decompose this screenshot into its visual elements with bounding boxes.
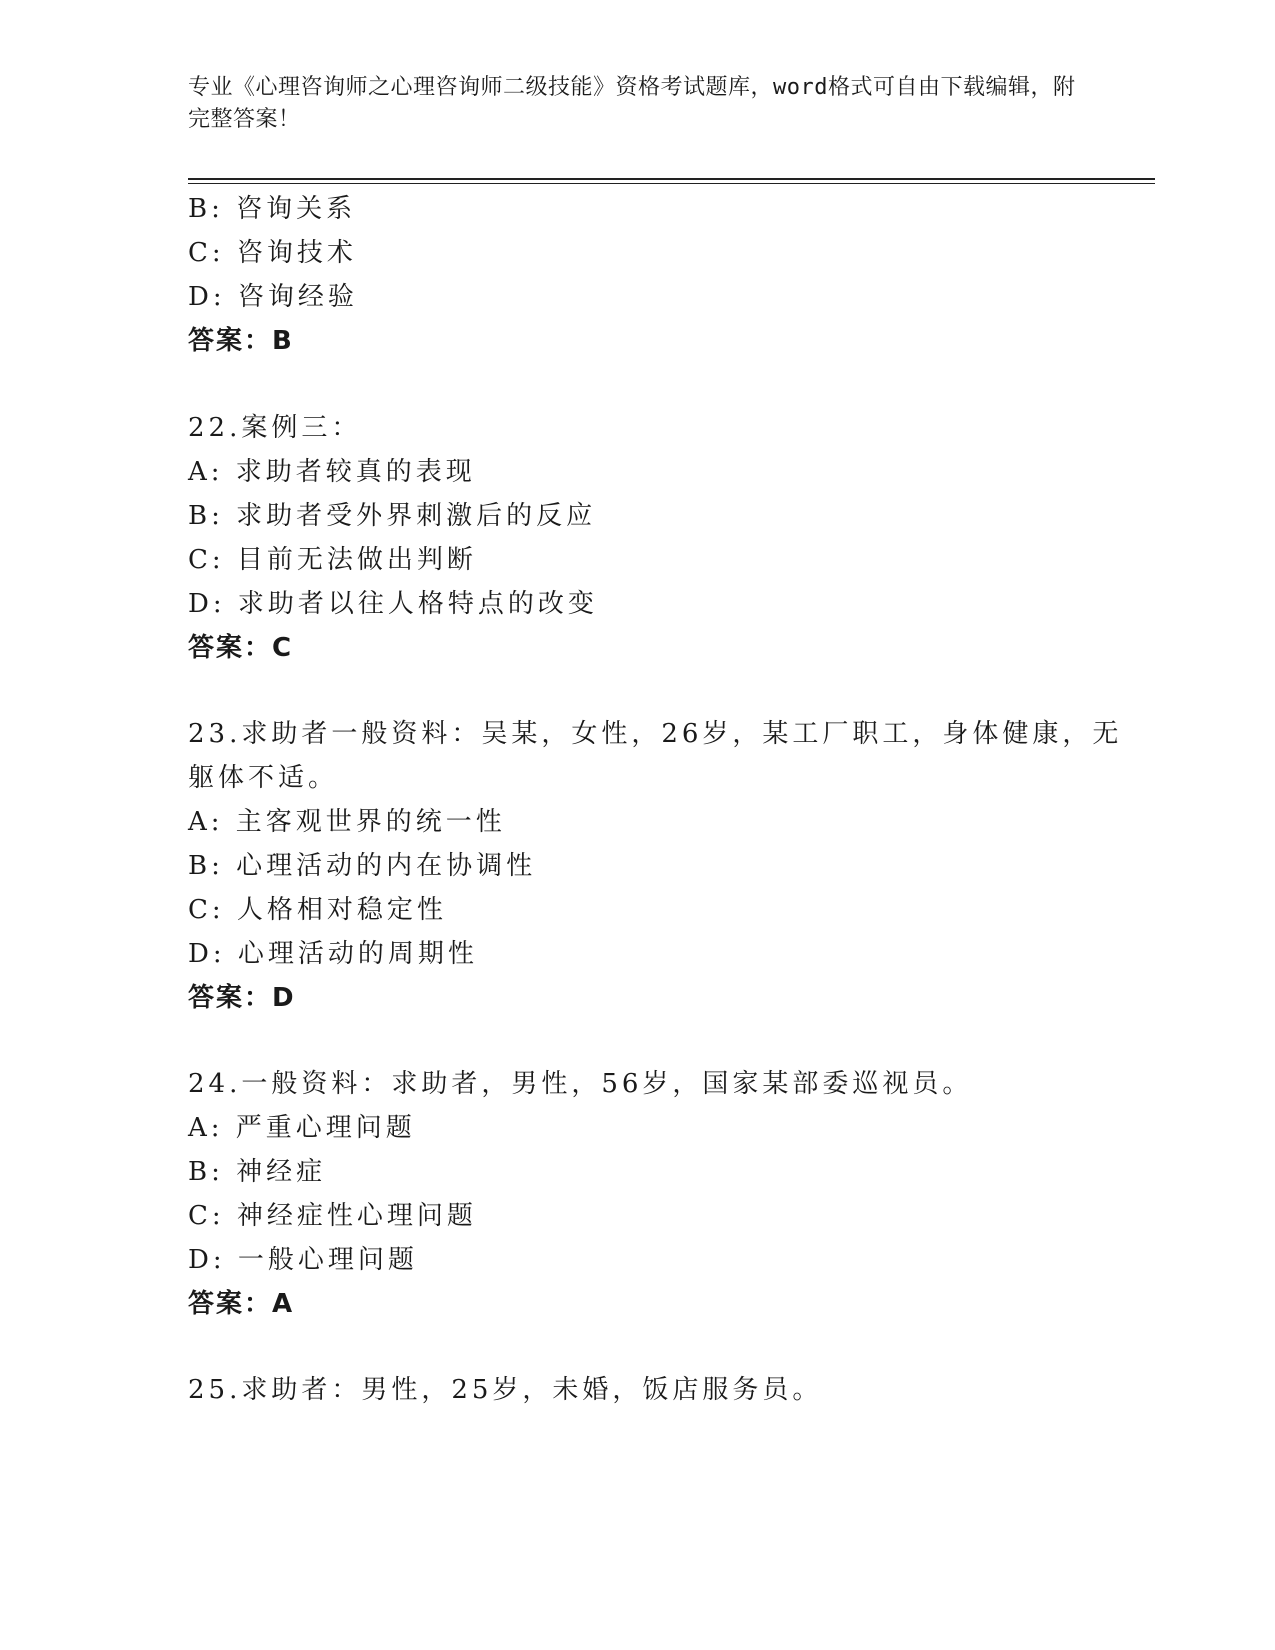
header-divider-thick xyxy=(188,178,1155,180)
option-b: B: 心理活动的内在协调性 xyxy=(188,851,537,881)
option-b: B: 咨询关系 xyxy=(188,194,357,224)
answer-line: 答案：A xyxy=(188,1289,295,1319)
question-stem: 23.求助者一般资料：吴某，女性，26岁，某工厂职工，身体健康，无 xyxy=(188,719,1123,749)
header-divider-thin xyxy=(188,183,1155,184)
answer-line: 答案：C xyxy=(188,633,294,663)
option-d: D: 咨询经验 xyxy=(188,282,358,312)
document-header: 专业《心理咨询师之心理咨询师二级技能》资格考试题库，word格式可自由下载编辑，附完整答案！ xyxy=(188,75,1076,132)
question-stem: 25.求助者：男性，25岁，未婚，饭店服务员。 xyxy=(188,1375,823,1405)
question-stem: 24.一般资料：求助者，男性，56岁，国家某部委巡视员。 xyxy=(188,1069,973,1099)
option-c: C: 目前无法做出判断 xyxy=(188,545,477,575)
question-stem: 22.案例三： xyxy=(188,413,362,443)
option-d: D: 一般心理问题 xyxy=(188,1245,418,1275)
option-c: C: 神经症性心理问题 xyxy=(188,1201,477,1231)
option-b: B: 求助者受外界刺激后的反应 xyxy=(188,501,597,531)
option-a: A: 主客观世界的统一性 xyxy=(188,807,506,837)
answer-line: 答案：B xyxy=(188,326,294,356)
answer-line: 答案：D xyxy=(188,983,296,1013)
option-c: C: 人格相对稳定性 xyxy=(188,895,447,925)
option-d: D: 心理活动的周期性 xyxy=(188,939,478,969)
option-a: A: 求助者较真的表现 xyxy=(188,457,476,487)
option-c: C: 咨询技术 xyxy=(188,238,357,268)
option-b: B: 神经症 xyxy=(188,1157,327,1187)
option-d: D: 求助者以往人格特点的改变 xyxy=(188,589,598,619)
question-stem-continued: 躯体不适。 xyxy=(188,763,339,793)
option-a: A: 严重心理问题 xyxy=(188,1113,416,1143)
